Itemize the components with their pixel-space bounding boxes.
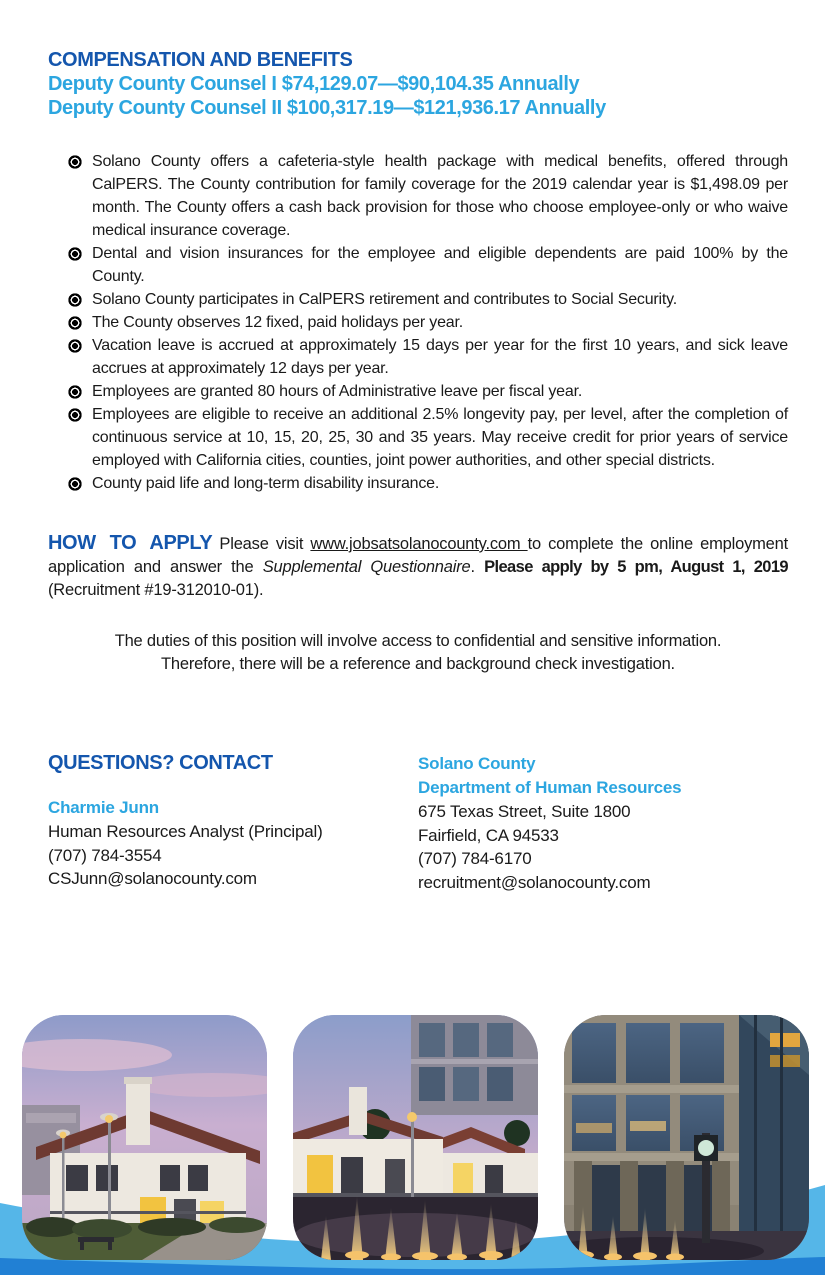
contact-person-phone: (707) 784-3554: [48, 845, 162, 865]
photo-historic-building: [22, 1015, 267, 1260]
how-to-apply-post-link-text: to complete the online employment application and answer the: [48, 535, 789, 576]
benefits-list: [68, 150, 788, 495]
department-email: recruitment@solanocounty.com: [418, 872, 651, 892]
how-to-apply-paragraph: [48, 532, 788, 602]
sentence-separator: .: [470, 558, 485, 576]
compensation-heading: COMPENSATION AND BENEFITS: [48, 49, 353, 71]
compensation-section-header: [48, 48, 788, 120]
contact-person-name: Charmie Junn: [48, 798, 159, 817]
photo-fountain-plaza: [293, 1015, 538, 1260]
supplemental-questionnaire-text: Supplemental Questionnaire: [262, 558, 471, 576]
benefit-item-retirement: Solano County participates in CalPERS retirement and contributes to Social Security.: [68, 288, 788, 311]
salary-line-counsel-1: Deputy County Counsel I $74,129.07—$90,104.35 Annually: [48, 73, 580, 95]
questions-contact-heading: QUESTIONS? CONTACT: [48, 752, 273, 774]
benefit-item-holidays: The County observes 12 fixed, paid holidays per year.: [68, 311, 788, 334]
fountain-plaza-illustration: [293, 1015, 538, 1260]
contact-person-email: CSJunn@solanocounty.com: [48, 869, 257, 888]
flyer-content: [48, 48, 788, 894]
salary-line-counsel-2: Deputy County Counsel II $100,317.19—$121,936.17 Annually: [48, 97, 606, 119]
department-name: Department of Human Resources: [418, 778, 682, 797]
benefit-item-vacation: Vacation leave is accrued at approximately 15 days per year for the first 10 years, and sick leave accrues at approximately 12 days per year.: [68, 334, 788, 380]
photo-modern-building: [564, 1015, 809, 1260]
confidentiality-notice: The duties of this position will involve access to confidential and sensitive information. Therefore, there will be a reference and background check investigation.: [114, 632, 722, 673]
footer-wave-band: [0, 1000, 825, 1275]
benefit-item-longevity: Employees are eligible to receive an additional 2.5% longevity pay, per level, after the completion of continuous service at 10, 15, 20, 25, 30 and 35 years. May receive credit for prior years of service employed with California cities, counties, joint power authorities, and other special districts.: [68, 403, 788, 472]
contact-person-column: [48, 752, 418, 894]
contact-person-title: Human Resources Analyst (Principal): [48, 822, 323, 841]
department-address-line1: 675 Texas Street, Suite 1800: [418, 802, 631, 821]
benefit-item-health: Solano County offers a cafeteria-style health package with medical benefits, offered through CalPERS. The County contribution for family coverage for the 2019 calendar year is $1,498.09 per month. The County offers a cash back provision for those who choose employee-only or who waive medical insurance coverage.: [68, 150, 788, 242]
recruitment-number-text: (Recruitment #19-312010-01).: [48, 581, 264, 599]
benefit-item-life-insurance: County paid life and long-term disability insurance.: [68, 472, 788, 495]
jobs-website-link[interactable]: www.jobsatsolanocounty.com: [310, 535, 528, 553]
historic-building-illustration: [22, 1015, 267, 1260]
department-address-line2: Fairfield, CA 94533: [418, 825, 559, 845]
department-phone: (707) 784-6170: [418, 849, 532, 868]
how-to-apply-heading: HOW TO APPLY: [48, 532, 213, 554]
modern-building-illustration: [564, 1015, 809, 1260]
how-to-apply-pre-link-text: Please visit: [212, 535, 311, 553]
department-org-name: Solano County: [418, 754, 536, 773]
department-contact-column: [418, 752, 788, 894]
benefit-item-dental-vision: Dental and vision insurances for the employee and eligible dependents are paid 100% by the County.: [68, 242, 788, 288]
contact-section: [48, 752, 788, 894]
apply-deadline-text: Please apply by 5 pm, August 1, 2019: [484, 558, 789, 576]
benefit-item-admin-leave: Employees are granted 80 hours of Administrative leave per fiscal year.: [68, 380, 788, 403]
